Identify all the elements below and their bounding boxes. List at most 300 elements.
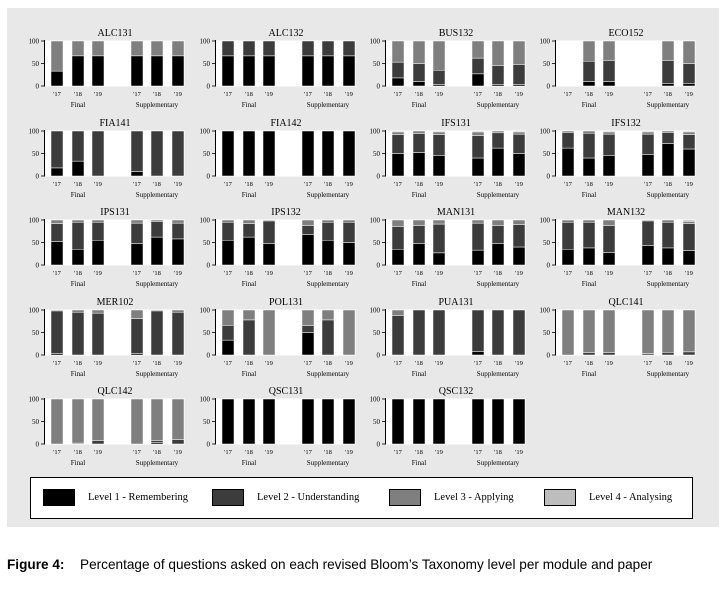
- bar-segment-qsc132: [433, 399, 445, 444]
- panel-title-mer102: MER102: [96, 297, 134, 308]
- bar-segment-ifs132: [662, 132, 674, 143]
- panel-title-alc131: ALC131: [97, 28, 133, 39]
- bar-segment-ips131: [151, 221, 163, 237]
- group-label-final-ifs131: Final: [411, 191, 427, 199]
- bar-segment-ips131: [51, 224, 63, 242]
- y-tick-label-ips131: 100: [28, 216, 39, 225]
- group-label-supplementary-man131: Supplementary: [476, 280, 520, 288]
- group-label-final-bus132: Final: [411, 101, 427, 109]
- bar-segment-qlc141: [583, 310, 595, 353]
- bar-segment-pua131: [492, 310, 504, 355]
- y-tick-label-alc132: 50: [203, 60, 210, 68]
- bar-segment-man131: [433, 224, 445, 253]
- x-tick-label-eco152: '18: [585, 91, 593, 98]
- bar-segment-man132: [583, 248, 595, 265]
- x-tick-label-pol131: '19: [345, 360, 353, 367]
- group-label-final-eco152: Final: [581, 101, 597, 109]
- bar-segment-ifs132: [683, 149, 695, 176]
- x-tick-label-fia141: '19: [94, 181, 102, 188]
- bar-segment-man132: [683, 251, 695, 265]
- bar-segment-pol131: [343, 310, 355, 355]
- panel-plot-mer102: [45, 310, 185, 356]
- bar-segment-man131: [413, 243, 425, 265]
- bar-segment-man132: [603, 252, 615, 265]
- x-tick-label-eco152: '19: [685, 91, 693, 98]
- y-tick-label-alc131: 100: [28, 37, 39, 46]
- bar-segment-fia142: [302, 131, 314, 176]
- x-tick-label-alc132: '17: [304, 91, 312, 98]
- x-tick-label-ifs132: '18: [664, 181, 672, 188]
- bar-segment-qsc132: [472, 399, 484, 444]
- bar-segment-pol131: [322, 320, 334, 355]
- panel-title-pua131: PUA131: [438, 297, 474, 308]
- y-tick-label-pua131: 100: [369, 306, 380, 315]
- bar-segment-pol131: [302, 326, 314, 333]
- bar-segment-man131: [433, 220, 445, 224]
- bar-segment-man132: [662, 222, 674, 248]
- x-tick-label-ips132: '18: [324, 270, 332, 277]
- bar-segment-ifs131: [513, 154, 525, 177]
- x-tick-label-bus132: '19: [435, 91, 443, 98]
- y-tick-label-eco152: 50: [543, 60, 550, 68]
- panel-plot-ips131: [45, 220, 185, 266]
- y-tick-label-ips131: 0: [35, 261, 39, 270]
- bar-segment-man132: [583, 220, 595, 222]
- bar-segment-ifs131: [492, 148, 504, 176]
- bar-segment-bus132: [392, 41, 404, 62]
- x-tick-label-fia142: '17: [304, 181, 312, 188]
- panel-title-ifs132: IFS132: [611, 118, 641, 129]
- y-tick-label-pua131: 0: [376, 351, 380, 360]
- x-tick-label-eco152: '17: [564, 91, 572, 98]
- group-label-supplementary-pol131: Supplementary: [306, 370, 350, 378]
- panel-title-qlc141: QLC141: [608, 297, 644, 308]
- bar-segment-alc131: [51, 71, 63, 86]
- bar-segment-ifs132: [642, 132, 654, 134]
- bar-segment-ips131: [72, 220, 84, 222]
- y-tick-label-pua131: 50: [373, 329, 380, 337]
- bar-segment-mer102: [172, 312, 184, 355]
- x-tick-label-qlc142: '17: [53, 449, 61, 456]
- y-tick-label-pol131: 0: [206, 351, 210, 360]
- bar-segment-pua131: [472, 351, 484, 355]
- panel-plot-qlc141: [556, 310, 696, 356]
- bar-segment-eco152: [583, 41, 595, 61]
- x-tick-label-bus132: '18: [415, 91, 423, 98]
- group-label-supplementary-man132: Supplementary: [646, 280, 690, 288]
- bar-segment-pol131: [243, 310, 255, 320]
- x-tick-label-alc131: '18: [74, 91, 82, 98]
- bar-segment-alc131: [151, 56, 163, 86]
- bar-segment-bus132: [472, 58, 484, 74]
- bar-segment-ifs132: [683, 132, 695, 135]
- group-label-supplementary-bus132: Supplementary: [476, 101, 520, 109]
- bar-segment-ips132: [322, 220, 334, 222]
- x-tick-label-man131: '18: [415, 270, 423, 277]
- bar-segment-ips131: [92, 222, 104, 240]
- bar-segment-mer102: [92, 313, 104, 355]
- bar-segment-man132: [642, 220, 654, 221]
- panel-title-ifs131: IFS131: [441, 118, 471, 129]
- bar-segment-ips131: [72, 249, 84, 265]
- y-tick-label-qsc131: 100: [199, 395, 210, 404]
- bar-segment-qlc142: [131, 399, 143, 444]
- bar-segment-bus132: [392, 78, 404, 86]
- bar-segment-ifs131: [472, 158, 484, 176]
- bar-segment-fia141: [131, 172, 143, 177]
- bar-segment-man132: [662, 248, 674, 265]
- bar-segment-ifs132: [662, 144, 674, 176]
- panel-title-pol131: POL131: [269, 297, 303, 308]
- bar-segment-qsc132: [413, 399, 425, 444]
- bar-segment-man131: [513, 220, 525, 225]
- y-tick-label-mer102: 100: [28, 306, 39, 315]
- bar-segment-alc131: [72, 41, 84, 56]
- x-tick-label-qlc141: '18: [585, 360, 593, 367]
- bar-segment-man131: [513, 247, 525, 265]
- x-tick-label-ips131: '17: [133, 270, 141, 277]
- x-tick-label-fia141: '19: [174, 181, 182, 188]
- x-tick-label-qlc142: '17: [133, 449, 141, 456]
- bar-segment-ips132: [243, 237, 255, 265]
- bar-segment-ifs131: [472, 132, 484, 136]
- bar-segment-eco152: [662, 84, 674, 86]
- x-tick-label-mer102: '19: [94, 360, 102, 367]
- bar-segment-man131: [392, 249, 404, 265]
- y-tick-label-ifs131: 0: [376, 172, 380, 181]
- x-tick-label-ips131: '19: [94, 270, 102, 277]
- bar-segment-ifs132: [683, 131, 695, 132]
- bar-segment-man132: [683, 224, 695, 251]
- bar-segment-ifs131: [413, 153, 425, 176]
- panel-plot-fia141: [45, 131, 185, 177]
- x-tick-label-qsc131: '19: [265, 449, 273, 456]
- x-tick-label-qsc131: '18: [324, 449, 332, 456]
- bar-segment-fia141: [51, 131, 63, 168]
- bar-segment-alc132: [343, 56, 355, 86]
- y-tick-label-mer102: 0: [35, 351, 39, 360]
- bar-segment-eco152: [683, 84, 695, 86]
- group-label-supplementary-ifs132: Supplementary: [646, 191, 690, 199]
- bar-segment-qsc131: [302, 399, 314, 444]
- legend-label-level1: Level 1 - Remembering: [88, 492, 189, 503]
- y-tick-label-fia141: 0: [35, 172, 39, 181]
- panel-title-fia142: FIA142: [270, 118, 302, 129]
- bar-segment-qlc141: [662, 310, 674, 352]
- y-tick-label-qlc141: 100: [539, 306, 550, 315]
- bar-segment-man132: [662, 220, 674, 222]
- bar-segment-alc132: [322, 41, 334, 56]
- bar-segment-fia141: [92, 131, 104, 176]
- x-tick-label-man132: '18: [585, 270, 593, 277]
- bar-segment-qsc131: [263, 399, 275, 444]
- bar-segment-ips132: [263, 220, 275, 221]
- x-tick-label-bus132: '18: [494, 91, 502, 98]
- y-tick-label-eco152: 0: [546, 82, 550, 91]
- bar-segment-ifs132: [583, 158, 595, 176]
- x-tick-label-qsc131: '17: [224, 449, 232, 456]
- bar-segment-eco152: [603, 41, 615, 60]
- bar-segment-man132: [562, 220, 574, 222]
- group-label-supplementary-alc132: Supplementary: [306, 101, 350, 109]
- x-tick-label-man131: '19: [435, 270, 443, 277]
- bar-segment-ips131: [172, 223, 184, 239]
- y-tick-label-ifs131: 100: [369, 127, 380, 136]
- group-label-supplementary-qsc131: Supplementary: [306, 459, 350, 467]
- y-tick-label-man131: 0: [376, 261, 380, 270]
- panel-plot-bus132: [386, 41, 526, 87]
- y-tick-label-alc132: 100: [199, 37, 210, 46]
- figure-area: [7, 8, 719, 527]
- bar-segment-ifs131: [392, 135, 404, 154]
- x-tick-label-man132: '18: [664, 270, 672, 277]
- group-label-final-ifs132: Final: [581, 191, 597, 199]
- bar-segment-ifs131: [433, 135, 445, 156]
- bar-segment-ips131: [131, 220, 143, 223]
- bar-segment-ips132: [302, 225, 314, 234]
- bar-segment-fia142: [263, 131, 275, 176]
- bar-segment-fia142: [222, 131, 234, 176]
- x-tick-label-fia141: '17: [53, 181, 61, 188]
- bar-segment-qsc132: [392, 399, 404, 444]
- bar-segment-qsc132: [492, 399, 504, 444]
- bar-segment-pua131: [392, 315, 404, 355]
- bar-segment-eco152: [583, 82, 595, 87]
- caption-label: Figure 4:: [7, 557, 65, 572]
- bar-segment-qlc142: [172, 440, 184, 445]
- bar-segment-qsc131: [322, 399, 334, 444]
- bar-segment-ips132: [322, 222, 334, 240]
- bar-segment-ips131: [172, 239, 184, 265]
- x-tick-label-man132: '17: [644, 270, 652, 277]
- y-tick-label-fia141: 100: [28, 127, 39, 136]
- bar-segment-pol131: [263, 310, 275, 355]
- panel-title-qsc131: QSC131: [268, 386, 304, 397]
- x-tick-label-man131: '17: [394, 270, 402, 277]
- x-tick-label-pua131: '19: [515, 360, 523, 367]
- panel-plot-qsc131: [216, 399, 356, 445]
- x-tick-label-fia141: '18: [74, 181, 82, 188]
- bar-segment-man132: [583, 222, 595, 248]
- x-tick-label-qlc142: '19: [94, 449, 102, 456]
- bar-segment-alc131: [92, 56, 104, 86]
- bar-segment-ifs131: [413, 134, 425, 153]
- x-tick-label-qsc132: '18: [415, 449, 423, 456]
- x-tick-label-pol131: '18: [245, 360, 253, 367]
- x-tick-label-pua131: '18: [415, 360, 423, 367]
- y-tick-label-alc131: 50: [32, 60, 39, 68]
- panel-plot-ifs132: [556, 131, 696, 177]
- x-tick-label-mer102: '19: [174, 360, 182, 367]
- group-label-final-alc132: Final: [241, 101, 257, 109]
- bar-segment-bus132: [492, 66, 504, 85]
- x-tick-label-mer102: '17: [53, 360, 61, 367]
- x-tick-label-ips132: '19: [265, 270, 273, 277]
- bar-segment-qlc142: [72, 399, 84, 443]
- bar-segment-ips132: [343, 220, 355, 222]
- bar-segment-ips132: [263, 243, 275, 265]
- x-tick-label-bus132: '17: [474, 91, 482, 98]
- bar-segment-man131: [392, 227, 404, 250]
- y-tick-label-qsc132: 50: [373, 418, 380, 426]
- panel-plot-alc132: [216, 41, 356, 87]
- bar-segment-eco152: [683, 41, 695, 64]
- y-tick-label-ifs132: 100: [539, 127, 550, 136]
- bar-segment-pol131: [302, 333, 314, 356]
- bar-segment-alc131: [172, 56, 184, 86]
- x-tick-label-alc132: '19: [345, 91, 353, 98]
- bar-segment-qsc132: [513, 399, 525, 444]
- group-label-final-alc131: Final: [70, 101, 86, 109]
- panel-title-alc132: ALC132: [268, 28, 304, 39]
- x-tick-label-fia142: '18: [245, 181, 253, 188]
- legend-swatch-level2: [212, 489, 244, 506]
- bar-segment-alc132: [322, 56, 334, 86]
- bar-segment-ifs131: [513, 131, 525, 132]
- bar-segment-bus132: [472, 74, 484, 86]
- x-tick-label-ips131: '18: [74, 270, 82, 277]
- y-tick-label-ips132: 0: [206, 261, 210, 270]
- x-tick-label-qlc141: '19: [605, 360, 613, 367]
- x-tick-label-qsc132: '17: [394, 449, 402, 456]
- x-tick-label-qsc132: '18: [494, 449, 502, 456]
- x-tick-label-ifs132: '19: [685, 181, 693, 188]
- bar-segment-man132: [683, 221, 695, 223]
- bar-segment-qlc141: [683, 352, 695, 355]
- x-tick-label-man131: '17: [474, 270, 482, 277]
- bar-segment-ifs131: [513, 134, 525, 153]
- x-tick-label-pua131: '17: [394, 360, 402, 367]
- x-tick-label-ifs131: '19: [435, 181, 443, 188]
- bar-segment-ifs131: [392, 132, 404, 135]
- panel-plot-ifs131: [386, 131, 526, 177]
- bar-segment-ifs132: [603, 131, 615, 132]
- bar-segment-qlc141: [642, 310, 654, 354]
- x-tick-label-ifs132: '19: [605, 181, 613, 188]
- bar-segment-pua131: [513, 310, 525, 355]
- bar-segment-qsc131: [243, 399, 255, 444]
- legend-swatch-level1: [43, 489, 75, 506]
- y-tick-label-ifs132: 0: [546, 172, 550, 181]
- bar-segment-alc132: [263, 56, 275, 86]
- group-label-final-fia142: Final: [241, 191, 257, 199]
- bar-segment-bus132: [513, 64, 525, 84]
- bar-segment-alc131: [72, 56, 84, 86]
- bar-segment-mer102: [51, 311, 63, 354]
- bar-segment-eco152: [683, 64, 695, 84]
- bar-segment-ips132: [302, 220, 314, 225]
- panel-plot-pua131: [386, 310, 526, 356]
- bar-segment-fia142: [243, 131, 255, 176]
- bar-segment-fia141: [131, 131, 143, 172]
- panel-title-man132: MAN132: [606, 207, 646, 218]
- bar-segment-alc132: [263, 41, 275, 56]
- bar-segment-man131: [413, 220, 425, 225]
- bar-segment-fia141: [51, 168, 63, 176]
- bar-segment-ips132: [243, 220, 255, 224]
- x-tick-label-alc131: '19: [174, 91, 182, 98]
- group-label-final-man132: Final: [581, 280, 597, 288]
- y-tick-label-qsc131: 0: [206, 440, 210, 449]
- bar-segment-eco152: [662, 41, 674, 60]
- bar-segment-ips132: [343, 243, 355, 266]
- panel-title-fia141: FIA141: [99, 118, 131, 129]
- bar-segment-ips131: [151, 220, 163, 221]
- bar-segment-alc132: [222, 56, 234, 86]
- bar-segment-fia141: [72, 131, 84, 161]
- x-tick-label-alc132: '18: [324, 91, 332, 98]
- bar-segment-ips131: [92, 240, 104, 265]
- panel-plot-man132: [556, 220, 696, 266]
- y-tick-label-fia142: 0: [206, 172, 210, 181]
- bar-segment-ifs131: [392, 154, 404, 177]
- group-label-final-fia141: Final: [70, 191, 86, 199]
- bar-segment-ips131: [92, 220, 104, 222]
- bar-segment-alc132: [302, 56, 314, 86]
- group-label-supplementary-pua131: Supplementary: [476, 370, 520, 378]
- bar-segment-man132: [683, 220, 695, 221]
- bar-segment-qlc142: [151, 440, 163, 442]
- group-label-supplementary-eco152: Supplementary: [646, 101, 690, 109]
- panel-plot-man131: [386, 220, 526, 266]
- group-label-final-qsc132: Final: [411, 459, 427, 467]
- bar-segment-man131: [513, 225, 525, 248]
- x-tick-label-ifs131: '19: [515, 181, 523, 188]
- group-label-final-qlc142: Final: [70, 459, 86, 467]
- x-tick-label-alc131: '17: [53, 91, 61, 98]
- x-tick-label-fia141: '17: [133, 181, 141, 188]
- x-tick-label-ifs132: '18: [585, 181, 593, 188]
- bar-segment-bus132: [433, 70, 445, 84]
- bar-segment-alc132: [222, 41, 234, 56]
- y-tick-label-alc131: 0: [35, 82, 39, 91]
- bar-segment-mer102: [72, 312, 84, 355]
- group-label-final-qsc131: Final: [241, 459, 257, 467]
- legend-swatch-level4: [544, 489, 576, 506]
- x-tick-label-man131: '18: [494, 270, 502, 277]
- bar-segment-fia141: [172, 131, 184, 176]
- y-tick-label-man132: 100: [539, 216, 550, 225]
- bar-segment-ifs131: [433, 156, 445, 176]
- bar-segment-qlc141: [603, 310, 615, 353]
- bar-segment-fia142: [322, 131, 334, 176]
- bar-segment-fia142: [343, 131, 355, 176]
- x-tick-label-qsc132: '19: [515, 449, 523, 456]
- bar-segment-man131: [413, 225, 425, 243]
- y-tick-label-qsc132: 100: [369, 395, 380, 404]
- panel-plot-eco152: [556, 41, 696, 87]
- bar-segment-ips132: [222, 220, 234, 222]
- bar-segment-alc132: [243, 41, 255, 56]
- group-label-final-pua131: Final: [411, 370, 427, 378]
- y-tick-label-qsc132: 0: [376, 440, 380, 449]
- bar-segment-fia141: [151, 131, 163, 176]
- bar-segment-alc132: [243, 56, 255, 86]
- bar-segment-qlc141: [583, 353, 595, 355]
- x-tick-label-qlc141: '17: [644, 360, 652, 367]
- bar-segment-ips132: [343, 222, 355, 242]
- bar-segment-man132: [562, 222, 574, 249]
- caption-text: Percentage of questions asked on each revised Bloom’s Taxonomy level per module and paper: [80, 557, 653, 572]
- bar-segment-bus132: [413, 41, 425, 64]
- x-tick-label-qlc141: '17: [564, 360, 572, 367]
- y-tick-label-ifs132: 50: [543, 150, 550, 158]
- bar-segment-man132: [562, 249, 574, 265]
- bar-segment-mer102: [51, 310, 63, 311]
- bar-segment-man132: [603, 225, 615, 252]
- x-tick-label-ips132: '17: [224, 270, 232, 277]
- x-tick-label-alc131: '18: [153, 91, 161, 98]
